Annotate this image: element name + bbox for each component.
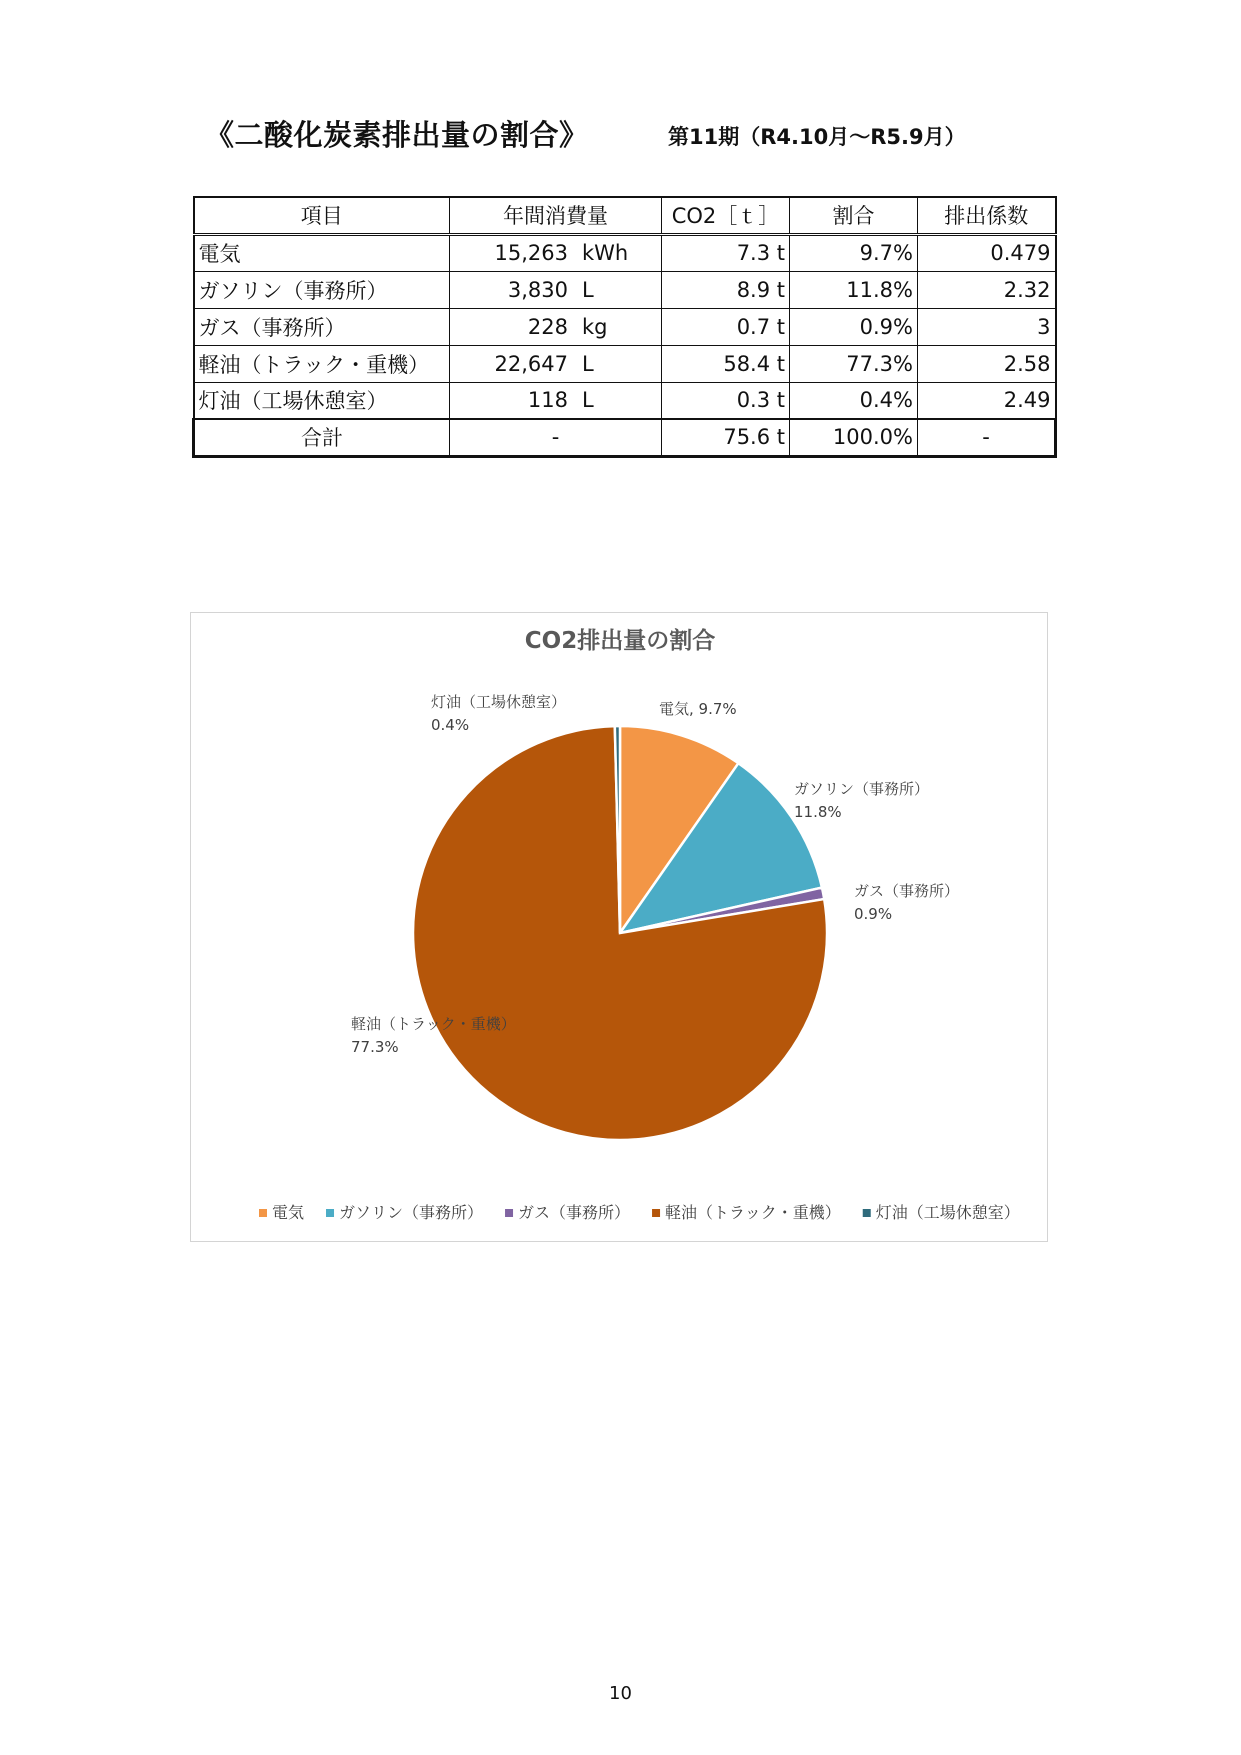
chart-legend bbox=[259, 1203, 1020, 1222]
consumption-unit: L bbox=[582, 277, 594, 302]
co2-table bbox=[192, 196, 1057, 458]
column-header-factor: 排出係数 bbox=[918, 197, 1056, 234]
row-consumption bbox=[450, 308, 662, 345]
total-factor: - bbox=[918, 419, 1056, 456]
row-co2: 0.3 t bbox=[662, 382, 790, 419]
total-ratio: 100.0% bbox=[790, 419, 918, 456]
legend-swatch bbox=[259, 1209, 267, 1217]
consumption-unit: kg bbox=[582, 314, 608, 339]
data-label-category: ガソリン（事務所） bbox=[794, 780, 930, 798]
legend-label: ガソリン（事務所） bbox=[339, 1203, 484, 1222]
row-item: 電気 bbox=[194, 234, 450, 271]
row-item: ガソリン（事務所） bbox=[194, 271, 450, 308]
table-row bbox=[194, 234, 1056, 271]
data-label-value: 11.8% bbox=[794, 803, 842, 821]
consumption-value: 228 bbox=[527, 314, 568, 339]
row-consumption bbox=[450, 345, 662, 382]
row-co2: 58.4 t bbox=[662, 345, 790, 382]
row-item: 灯油（工場休憩室） bbox=[194, 382, 450, 419]
row-factor: 2.49 bbox=[918, 382, 1056, 419]
data-label-value: 0.4% bbox=[431, 716, 470, 734]
row-factor: 2.32 bbox=[918, 271, 1056, 308]
table-row bbox=[194, 345, 1056, 382]
row-ratio: 9.7% bbox=[790, 234, 918, 271]
row-ratio: 11.8% bbox=[790, 271, 918, 308]
period-label: 第11期（R4.10月～R5.9月） bbox=[668, 125, 966, 149]
row-factor: 2.58 bbox=[918, 345, 1056, 382]
consumption-value: 3,830 bbox=[507, 277, 568, 302]
consumption-unit: kWh bbox=[582, 241, 629, 265]
table-row bbox=[194, 271, 1056, 308]
data-label: 電気, 9.7% bbox=[659, 700, 737, 718]
column-header-co2: CO2［ｔ］ bbox=[662, 197, 790, 234]
consumption-value: 15,263 bbox=[494, 241, 568, 265]
table-total-row bbox=[194, 419, 1056, 456]
legend-label: 灯油（工場休憩室） bbox=[875, 1203, 1020, 1222]
page-title: 《二酸化炭素排出量の割合》 bbox=[205, 118, 589, 152]
data-label-category: 灯油（工場休憩室） bbox=[431, 693, 567, 711]
row-consumption bbox=[450, 234, 662, 271]
table-header-row bbox=[194, 197, 1056, 234]
column-header-ratio: 割合 bbox=[790, 197, 918, 234]
pie-chart bbox=[190, 612, 1048, 1242]
row-item: ガス（事務所） bbox=[194, 308, 450, 345]
pie-slices bbox=[413, 726, 827, 1140]
row-co2: 7.3 t bbox=[662, 234, 790, 271]
column-header-consumption: 年間消費量 bbox=[450, 197, 662, 234]
legend-label: ガス（事務所） bbox=[518, 1203, 631, 1222]
row-co2: 0.7 t bbox=[662, 308, 790, 345]
legend-swatch bbox=[326, 1209, 334, 1217]
data-label-category: 軽油（トラック・重機） bbox=[351, 1015, 516, 1033]
table-row bbox=[194, 308, 1056, 345]
total-consumption: - bbox=[450, 419, 662, 456]
row-consumption bbox=[450, 382, 662, 419]
consumption-unit: L bbox=[582, 351, 594, 376]
data-label-value: 77.3% bbox=[351, 1038, 399, 1056]
legend-label: 軽油（トラック・重機） bbox=[665, 1203, 841, 1222]
row-ratio: 0.9% bbox=[790, 308, 918, 345]
data-label-value: 0.9% bbox=[854, 905, 893, 923]
legend-swatch bbox=[863, 1209, 871, 1217]
consumption-unit: L bbox=[582, 388, 594, 413]
chart-title: CO2排出量の割合 bbox=[524, 628, 716, 654]
legend-swatch bbox=[505, 1209, 513, 1217]
pie-chart-svg bbox=[191, 613, 1049, 1243]
row-consumption bbox=[450, 271, 662, 308]
row-ratio: 0.4% bbox=[790, 382, 918, 419]
table-row bbox=[194, 382, 1056, 419]
legend-swatch bbox=[652, 1209, 660, 1217]
legend-label: 電気 bbox=[272, 1203, 305, 1222]
total-co2: 75.6 t bbox=[662, 419, 790, 456]
column-header-item: 項目 bbox=[194, 197, 450, 234]
total-item: 合計 bbox=[194, 419, 450, 456]
page-number: 10 bbox=[609, 1683, 632, 1704]
row-factor: 3 bbox=[918, 308, 1056, 345]
data-label-category: ガス（事務所） bbox=[854, 882, 960, 900]
row-ratio: 77.3% bbox=[790, 345, 918, 382]
row-item: 軽油（トラック・重機） bbox=[194, 345, 450, 382]
consumption-value: 118 bbox=[527, 388, 568, 413]
row-factor: 0.479 bbox=[918, 234, 1056, 271]
consumption-value: 22,647 bbox=[494, 351, 568, 376]
row-co2: 8.9 t bbox=[662, 271, 790, 308]
